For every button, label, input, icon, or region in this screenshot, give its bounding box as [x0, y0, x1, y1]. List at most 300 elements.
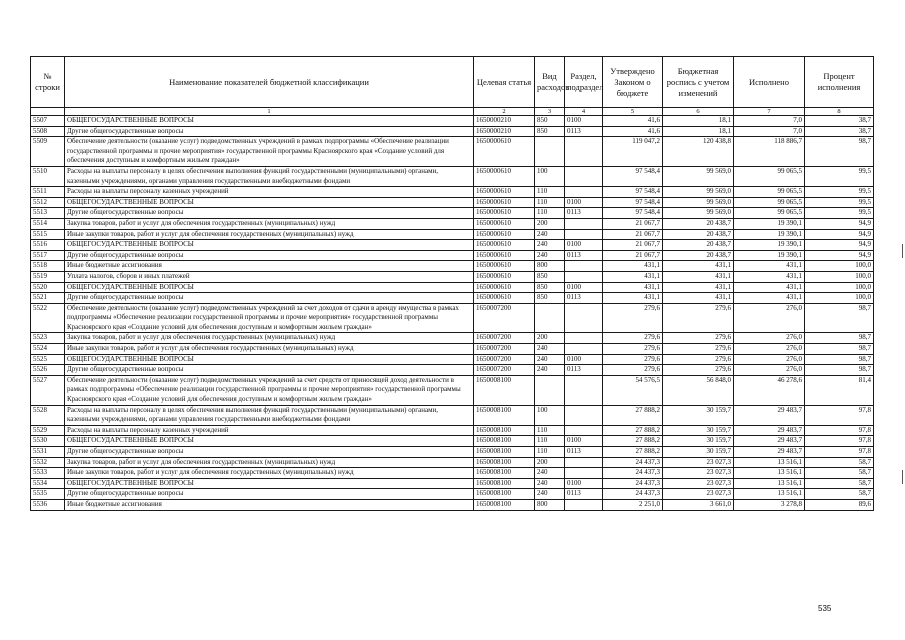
row-percent: 94,9	[805, 229, 874, 240]
header-executed: Исполнено	[734, 57, 805, 108]
table-row	[31, 187, 874, 198]
row-target-code: 1650007200	[474, 365, 535, 376]
row-executed: 29 483,7	[734, 405, 805, 425]
row-section	[565, 303, 603, 333]
row-target-code: 1650007200	[474, 354, 535, 365]
row-name: Иные закупки товаров, работ и услуг для обеспечения государственных (муниципальных) нужд	[65, 229, 474, 240]
row-section: 0113	[565, 250, 603, 261]
row-number: 5525	[31, 354, 65, 365]
row-name: ОБЩЕГОСУДАРСТВЕННЫЕ ВОПРОСЫ	[65, 436, 474, 447]
row-name: Иные бюджетные ассигнования	[65, 499, 474, 510]
row-number: 5524	[31, 344, 65, 355]
column-number: 7	[734, 108, 805, 116]
row-number: 5511	[31, 187, 65, 198]
row-percent: 98,7	[805, 354, 874, 365]
row-expense-type: 240	[535, 229, 565, 240]
row-section: 0113	[565, 126, 603, 137]
row-approved: 27 888,2	[603, 436, 663, 447]
row-expense-type: 200	[535, 218, 565, 229]
table-row	[31, 218, 874, 229]
row-section: 0100	[565, 116, 603, 127]
row-expense-type: 240	[535, 468, 565, 479]
row-approved: 41,6	[603, 116, 663, 127]
table-row	[31, 116, 874, 127]
budget-table	[30, 56, 874, 511]
row-name: Закупка товаров, работ и услуг для обеспечения государственных (муниципальных) нужд	[65, 218, 474, 229]
row-target-code: 1650000210	[474, 116, 535, 127]
row-name: Закупка товаров, работ и услуг для обеспечения государственных (муниципальных) нужд	[65, 333, 474, 344]
row-target-code: 1650000610	[474, 208, 535, 219]
row-percent: 98,7	[805, 137, 874, 167]
row-target-code: 1650000610	[474, 229, 535, 240]
row-section	[565, 261, 603, 272]
column-number: 4	[565, 108, 603, 116]
table-row	[31, 261, 874, 272]
row-target-code: 1650008100	[474, 478, 535, 489]
row-budget-list: 99 569,0	[663, 208, 734, 219]
row-target-code: 1650000610	[474, 166, 535, 186]
table-row	[31, 365, 874, 376]
row-budget-list: 18,1	[663, 126, 734, 137]
row-section: 0100	[565, 478, 603, 489]
table-row	[31, 425, 874, 436]
column-number: 2	[474, 108, 535, 116]
row-number: 5507	[31, 116, 65, 127]
row-approved: 279,6	[603, 344, 663, 355]
row-executed: 3 278,8	[734, 499, 805, 510]
row-section	[565, 425, 603, 436]
row-executed: 13 516,1	[734, 457, 805, 468]
row-section	[565, 166, 603, 186]
column-number: 6	[663, 108, 734, 116]
row-approved: 97 548,4	[603, 166, 663, 186]
column-number	[31, 108, 65, 116]
row-section: 0113	[565, 489, 603, 500]
row-expense-type: 240	[535, 478, 565, 489]
row-executed: 19 390,1	[734, 218, 805, 229]
row-target-code: 1650000610	[474, 282, 535, 293]
row-section	[565, 375, 603, 405]
row-target-code: 1650000610	[474, 293, 535, 304]
row-number: 5518	[31, 261, 65, 272]
row-budget-list: 120 438,8	[663, 137, 734, 167]
row-budget-list: 279,6	[663, 333, 734, 344]
row-name: Другие общегосударственные вопросы	[65, 126, 474, 137]
row-name: Другие общегосударственные вопросы	[65, 447, 474, 458]
row-executed: 29 483,7	[734, 436, 805, 447]
row-executed: 276,0	[734, 365, 805, 376]
row-target-code: 1650000610	[474, 250, 535, 261]
row-name: Другие общегосударственные вопросы	[65, 365, 474, 376]
row-expense-type	[535, 303, 565, 333]
table-row	[31, 166, 874, 186]
row-target-code: 1650000610	[474, 218, 535, 229]
row-budget-list: 30 159,7	[663, 405, 734, 425]
row-executed: 276,0	[734, 344, 805, 355]
row-section: 0113	[565, 447, 603, 458]
row-number: 5522	[31, 303, 65, 333]
row-section	[565, 137, 603, 167]
table-row	[31, 344, 874, 355]
row-expense-type: 850	[535, 293, 565, 304]
row-name: Обеспечение деятельности (оказание услуг) подведомственных учреждений за счет средств от приносящей доход деятельности в рамках подпрограммы «Обеспечение реализации государственной программы и прочие мероприятия» государственной программы Красноярского края «Создание условий для обеспечения доступным и комфортным жильем граждан»	[65, 375, 474, 405]
row-approved: 24 437,3	[603, 468, 663, 479]
row-percent: 98,7	[805, 303, 874, 333]
table-row	[31, 250, 874, 261]
row-percent: 98,7	[805, 344, 874, 355]
row-section	[565, 333, 603, 344]
row-budget-list: 23 027,3	[663, 457, 734, 468]
row-percent: 58,7	[805, 478, 874, 489]
row-number: 5528	[31, 405, 65, 425]
row-number: 5523	[31, 333, 65, 344]
row-executed: 276,0	[734, 333, 805, 344]
row-number: 5512	[31, 197, 65, 208]
row-expense-type: 850	[535, 126, 565, 137]
row-percent: 97,8	[805, 405, 874, 425]
table-header	[31, 57, 874, 116]
row-approved: 21 067,7	[603, 229, 663, 240]
row-expense-type: 100	[535, 405, 565, 425]
table-row	[31, 468, 874, 479]
row-executed: 431,1	[734, 271, 805, 282]
row-expense-type: 240	[535, 354, 565, 365]
row-target-code: 1650008100	[474, 499, 535, 510]
column-number: 3	[535, 108, 565, 116]
table-row	[31, 333, 874, 344]
row-executed: 7,0	[734, 116, 805, 127]
row-expense-type: 200	[535, 333, 565, 344]
row-expense-type: 240	[535, 365, 565, 376]
table-row	[31, 271, 874, 282]
row-budget-list: 3 661,0	[663, 499, 734, 510]
row-number: 5531	[31, 447, 65, 458]
row-target-code: 1650008100	[474, 489, 535, 500]
row-budget-list: 279,6	[663, 354, 734, 365]
row-number: 5517	[31, 250, 65, 261]
row-approved: 279,6	[603, 303, 663, 333]
table-row	[31, 293, 874, 304]
row-expense-type: 240	[535, 344, 565, 355]
row-budget-list: 279,6	[663, 365, 734, 376]
row-approved: 41,6	[603, 126, 663, 137]
header-rospis: Бюджетная роспись с учетом изменений	[663, 57, 734, 108]
row-target-code: 1650008100	[474, 457, 535, 468]
table-row	[31, 405, 874, 425]
row-approved: 24 437,3	[603, 478, 663, 489]
row-section	[565, 229, 603, 240]
row-expense-type: 850	[535, 282, 565, 293]
row-target-code: 1650008100	[474, 436, 535, 447]
row-percent: 99,5	[805, 197, 874, 208]
row-expense-type	[535, 137, 565, 167]
row-section: 0113	[565, 208, 603, 219]
row-budget-list: 30 159,7	[663, 436, 734, 447]
row-approved: 27 888,2	[603, 425, 663, 436]
row-name: Иные бюджетные ассигнования	[65, 261, 474, 272]
row-name: Расходы на выплаты персоналу казенных учреждений	[65, 425, 474, 436]
row-section: 0100	[565, 197, 603, 208]
header-code: Целевая статья	[474, 57, 535, 108]
row-executed: 46 278,6	[734, 375, 805, 405]
table-row	[31, 229, 874, 240]
row-percent: 58,7	[805, 489, 874, 500]
row-target-code: 1650000610	[474, 187, 535, 198]
row-target-code: 1650008100	[474, 425, 535, 436]
row-number: 5519	[31, 271, 65, 282]
header-name: Наименование показателей бюджетной классификации	[65, 57, 474, 108]
row-expense-type: 850	[535, 271, 565, 282]
row-section	[565, 344, 603, 355]
row-budget-list: 23 027,3	[663, 478, 734, 489]
row-percent: 38,7	[805, 116, 874, 127]
row-expense-type: 800	[535, 261, 565, 272]
row-number: 5508	[31, 126, 65, 137]
row-approved: 431,1	[603, 271, 663, 282]
column-number: 1	[65, 108, 474, 116]
row-executed: 99 065,5	[734, 197, 805, 208]
row-number: 5534	[31, 478, 65, 489]
row-executed: 276,0	[734, 354, 805, 365]
row-approved: 431,1	[603, 293, 663, 304]
row-section: 0113	[565, 365, 603, 376]
header-approved: Утверждено Законом о бюджете	[603, 57, 663, 108]
row-number: 5526	[31, 365, 65, 376]
row-executed: 431,1	[734, 293, 805, 304]
row-budget-list: 23 027,3	[663, 489, 734, 500]
row-approved: 279,6	[603, 333, 663, 344]
row-target-code: 1650000610	[474, 197, 535, 208]
row-section	[565, 405, 603, 425]
row-section	[565, 218, 603, 229]
row-section: 0100	[565, 282, 603, 293]
row-percent: 38,7	[805, 126, 874, 137]
row-percent: 97,8	[805, 425, 874, 436]
row-executed: 29 483,7	[734, 447, 805, 458]
row-number: 5527	[31, 375, 65, 405]
row-approved: 21 067,7	[603, 218, 663, 229]
row-percent: 58,7	[805, 457, 874, 468]
row-number: 5520	[31, 282, 65, 293]
table-body	[31, 116, 874, 511]
row-budget-list: 99 569,0	[663, 187, 734, 198]
row-name: Обеспечение деятельности (оказание услуг) подведомственных учреждений за счет доходов от сдачи в аренду имущества в рамках подпрограммы «Обеспечение реализации государственной программы и прочие мероприятия» государственной программы Красноярского края «Создание условий для обеспечения доступным и комфортным жильем граждан»	[65, 303, 474, 333]
row-executed: 99 065,5	[734, 166, 805, 186]
table-row	[31, 303, 874, 333]
table-row	[31, 137, 874, 167]
row-target-code: 1650000610	[474, 261, 535, 272]
row-target-code: 1650007200	[474, 344, 535, 355]
row-executed: 13 516,1	[734, 468, 805, 479]
row-expense-type: 110	[535, 197, 565, 208]
header-row-no: № строки	[31, 57, 65, 108]
row-expense-type: 240	[535, 250, 565, 261]
column-number: 5	[603, 108, 663, 116]
row-budget-list: 279,6	[663, 303, 734, 333]
column-number-row	[31, 108, 874, 116]
row-name: Другие общегосударственные вопросы	[65, 208, 474, 219]
row-expense-type: 200	[535, 457, 565, 468]
row-budget-list: 30 159,7	[663, 425, 734, 436]
row-expense-type	[535, 375, 565, 405]
table-row	[31, 208, 874, 219]
header-razdel: Раздел, подраздел	[565, 57, 603, 108]
row-budget-list: 431,1	[663, 282, 734, 293]
row-expense-type: 850	[535, 116, 565, 127]
row-approved: 119 047,2	[603, 137, 663, 167]
row-number: 5521	[31, 293, 65, 304]
row-budget-list: 18,1	[663, 116, 734, 127]
row-approved: 21 067,7	[603, 250, 663, 261]
row-name: Закупка товаров, работ и услуг для обеспечения государственных (муниципальных) нужд	[65, 457, 474, 468]
row-approved: 24 437,3	[603, 457, 663, 468]
row-target-code: 1650008100	[474, 405, 535, 425]
row-executed: 7,0	[734, 126, 805, 137]
row-executed: 276,0	[734, 303, 805, 333]
row-expense-type: 100	[535, 166, 565, 186]
row-name: Иные закупки товаров, работ и услуг для обеспечения государственных (муниципальных) нужд	[65, 468, 474, 479]
column-number: 8	[805, 108, 874, 116]
table-row	[31, 197, 874, 208]
row-approved: 279,6	[603, 365, 663, 376]
row-target-code: 1650008100	[474, 375, 535, 405]
row-budget-list: 20 438,7	[663, 218, 734, 229]
row-target-code: 1650008100	[474, 447, 535, 458]
row-number: 5533	[31, 468, 65, 479]
row-number: 5513	[31, 208, 65, 219]
table-row	[31, 447, 874, 458]
table-row	[31, 375, 874, 405]
row-target-code: 1650000610	[474, 137, 535, 167]
row-approved: 97 548,4	[603, 208, 663, 219]
row-executed: 99 065,5	[734, 187, 805, 198]
table-row	[31, 354, 874, 365]
row-percent: 58,7	[805, 468, 874, 479]
row-budget-list: 99 569,0	[663, 197, 734, 208]
row-target-code: 1650000610	[474, 271, 535, 282]
table-row	[31, 499, 874, 510]
row-number: 5529	[31, 425, 65, 436]
row-percent: 100,0	[805, 282, 874, 293]
row-executed: 99 065,5	[734, 208, 805, 219]
row-percent: 94,9	[805, 250, 874, 261]
row-number: 5514	[31, 218, 65, 229]
row-percent: 100,0	[805, 293, 874, 304]
row-approved: 24 437,3	[603, 489, 663, 500]
row-percent: 98,7	[805, 333, 874, 344]
row-approved: 27 888,2	[603, 447, 663, 458]
row-percent: 98,7	[805, 365, 874, 376]
row-expense-type: 110	[535, 425, 565, 436]
page-number: 535	[818, 604, 832, 613]
row-percent: 94,9	[805, 240, 874, 251]
row-approved: 2 251,0	[603, 499, 663, 510]
row-budget-list: 30 159,7	[663, 447, 734, 458]
row-name: ОБЩЕГОСУДАРСТВЕННЫЕ ВОПРОСЫ	[65, 282, 474, 293]
row-approved: 431,1	[603, 261, 663, 272]
header-percent: Процент исполнения	[805, 57, 874, 108]
row-executed: 13 516,1	[734, 478, 805, 489]
row-percent: 100,0	[805, 261, 874, 272]
table-row	[31, 457, 874, 468]
row-number: 5535	[31, 489, 65, 500]
row-number: 5516	[31, 240, 65, 251]
row-number: 5532	[31, 457, 65, 468]
row-section	[565, 499, 603, 510]
row-budget-list: 23 027,3	[663, 468, 734, 479]
row-approved: 97 548,4	[603, 187, 663, 198]
table-row	[31, 126, 874, 137]
row-number: 5509	[31, 137, 65, 167]
row-name: ОБЩЕГОСУДАРСТВЕННЫЕ ВОПРОСЫ	[65, 240, 474, 251]
row-budget-list: 431,1	[663, 293, 734, 304]
row-executed: 431,1	[734, 282, 805, 293]
row-executed: 19 390,1	[734, 229, 805, 240]
row-approved: 21 067,7	[603, 240, 663, 251]
row-number: 5530	[31, 436, 65, 447]
row-name: ОБЩЕГОСУДАРСТВЕННЫЕ ВОПРОСЫ	[65, 354, 474, 365]
row-executed: 13 516,1	[734, 489, 805, 500]
row-percent: 97,8	[805, 447, 874, 458]
header-vid: Вид расходов	[535, 57, 565, 108]
row-expense-type: 110	[535, 436, 565, 447]
row-executed: 29 483,7	[734, 425, 805, 436]
row-name: ОБЩЕГОСУДАРСТВЕННЫЕ ВОПРОСЫ	[65, 197, 474, 208]
table-row	[31, 282, 874, 293]
row-executed: 19 390,1	[734, 250, 805, 261]
row-name: Другие общегосударственные вопросы	[65, 293, 474, 304]
row-name: Иные закупки товаров, работ и услуг для обеспечения государственных (муниципальных) нужд	[65, 344, 474, 355]
row-section	[565, 187, 603, 198]
row-executed: 118 886,7	[734, 137, 805, 167]
row-section: 0100	[565, 354, 603, 365]
row-budget-list: 99 569,0	[663, 166, 734, 186]
row-expense-type: 240	[535, 240, 565, 251]
row-number: 5510	[31, 166, 65, 186]
row-name: Другие общегосударственные вопросы	[65, 489, 474, 500]
row-budget-list: 20 438,7	[663, 250, 734, 261]
row-budget-list: 431,1	[663, 271, 734, 282]
row-section	[565, 271, 603, 282]
row-name: ОБЩЕГОСУДАРСТВЕННЫЕ ВОПРОСЫ	[65, 478, 474, 489]
row-section: 0100	[565, 240, 603, 251]
row-name: Расходы на выплаты персоналу в целях обеспечения выполнения функций государственными (муниципальными) органами, казенными учреждениями, органами управления государственными внебюджетными фондами	[65, 166, 474, 186]
row-executed: 431,1	[734, 261, 805, 272]
row-target-code: 1650007200	[474, 303, 535, 333]
row-section	[565, 457, 603, 468]
row-executed: 19 390,1	[734, 240, 805, 251]
table-row	[31, 478, 874, 489]
row-approved: 54 576,5	[603, 375, 663, 405]
row-target-code: 1650008100	[474, 468, 535, 479]
row-approved: 27 888,2	[603, 405, 663, 425]
scan-edge-mark	[902, 244, 903, 258]
row-approved: 279,6	[603, 354, 663, 365]
table-row	[31, 489, 874, 500]
row-percent: 94,9	[805, 218, 874, 229]
row-number: 5536	[31, 499, 65, 510]
row-percent: 100,0	[805, 271, 874, 282]
row-percent: 89,6	[805, 499, 874, 510]
table-row	[31, 436, 874, 447]
row-approved: 97 548,4	[603, 197, 663, 208]
table-row	[31, 240, 874, 251]
row-budget-list: 431,1	[663, 261, 734, 272]
row-name: Уплата налогов, сборов и иных платежей	[65, 271, 474, 282]
row-expense-type: 240	[535, 489, 565, 500]
row-name: Другие общегосударственные вопросы	[65, 250, 474, 261]
row-budget-list: 20 438,7	[663, 229, 734, 240]
